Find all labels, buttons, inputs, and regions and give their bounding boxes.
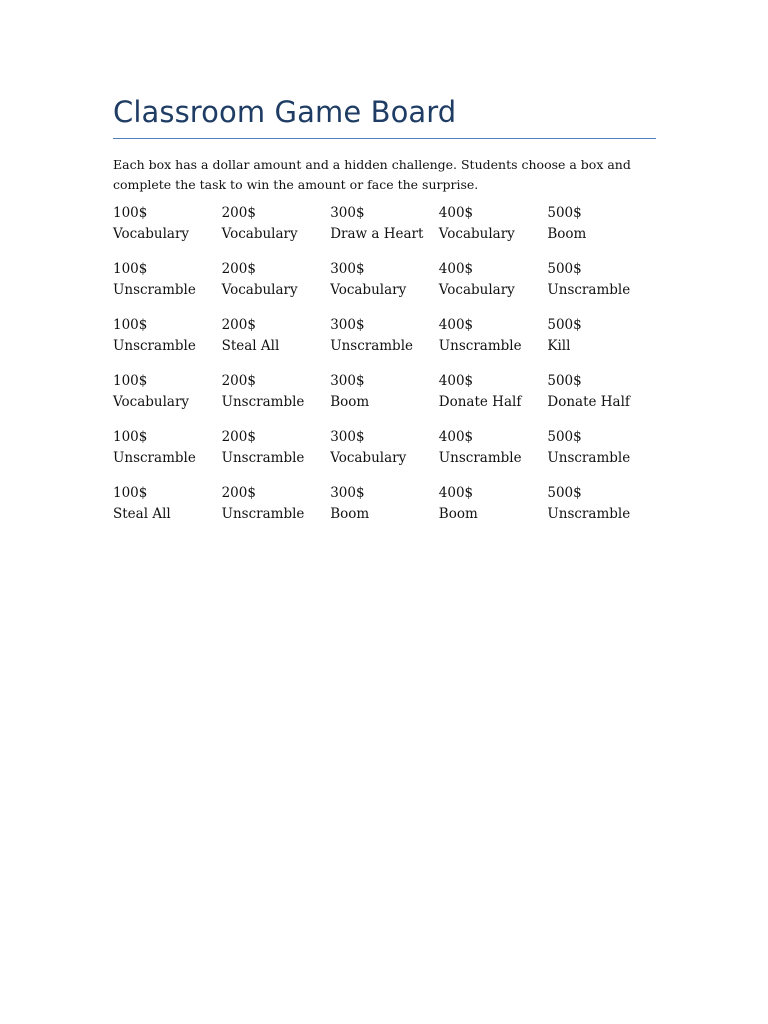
board-cell <box>547 427 656 469</box>
board-cell <box>439 203 548 245</box>
cell-amount: 100$ <box>113 261 148 277</box>
cell-amount: 400$ <box>438 261 474 277</box>
game-board <box>113 203 656 525</box>
cell-challenge: Vocabulary <box>330 450 407 466</box>
cell-challenge: Unscramble <box>438 450 522 466</box>
board-cell <box>222 259 331 301</box>
board-row <box>113 315 656 357</box>
board-cell <box>113 371 222 413</box>
cell-challenge: Unscramble <box>113 450 196 466</box>
cell-challenge: Boom <box>330 506 370 522</box>
cell-challenge: Unscramble <box>547 506 631 522</box>
board-cell <box>222 315 331 357</box>
cell-challenge: Vocabulary <box>330 282 407 298</box>
cell-challenge: Draw a Heart <box>330 226 424 242</box>
cell-amount: 400$ <box>438 205 474 221</box>
board-cell <box>330 203 439 245</box>
cell-challenge: Steal All <box>221 338 280 354</box>
cell-challenge: Boom <box>438 506 478 522</box>
board-cell <box>330 483 439 525</box>
board-cell <box>547 483 656 525</box>
cell-challenge: Steal All <box>113 506 171 522</box>
cell-amount: 100$ <box>113 373 148 389</box>
cell-amount: 200$ <box>221 205 256 221</box>
cell-challenge: Vocabulary <box>113 226 190 242</box>
board-row <box>113 483 656 525</box>
cell-challenge: Unscramble <box>438 338 522 354</box>
board-cell <box>113 203 222 245</box>
cell-amount: 300$ <box>330 205 365 221</box>
cell-challenge: Unscramble <box>221 506 305 522</box>
board-row <box>113 371 656 413</box>
board-cell <box>547 371 656 413</box>
cell-amount: 300$ <box>330 485 365 501</box>
board-cell <box>222 427 331 469</box>
cell-amount: 300$ <box>330 429 365 445</box>
cell-challenge: Unscramble <box>547 282 631 298</box>
cell-amount: 400$ <box>438 317 474 333</box>
cell-challenge: Vocabulary <box>221 282 298 298</box>
cell-challenge: Donate Half <box>547 394 630 410</box>
cell-amount: 500$ <box>547 485 582 501</box>
board-row <box>113 427 656 469</box>
cell-amount: 500$ <box>547 373 582 389</box>
board-cell <box>330 315 439 357</box>
cell-challenge: Donate Half <box>438 394 522 410</box>
board-cell <box>330 427 439 469</box>
document-title: Classroom Game Board <box>113 95 457 129</box>
title-divider <box>113 138 656 139</box>
board-cell <box>222 483 331 525</box>
cell-challenge: Boom <box>330 394 370 410</box>
cell-amount: 500$ <box>547 205 582 221</box>
cell-challenge: Vocabulary <box>438 226 515 242</box>
board-row <box>113 259 656 301</box>
board-row <box>113 203 656 245</box>
cell-challenge: Unscramble <box>221 394 305 410</box>
cell-amount: 200$ <box>221 429 256 445</box>
board-cell <box>547 259 656 301</box>
cell-challenge: Kill <box>547 338 571 354</box>
board-cell <box>439 259 548 301</box>
board-cell <box>439 371 548 413</box>
cell-amount: 200$ <box>221 317 256 333</box>
cell-amount: 500$ <box>547 317 582 333</box>
cell-amount: 400$ <box>438 429 474 445</box>
intro-paragraph: Each box has a dollar amount and a hidden challenge. Students choose a box and complete the task to win the amount or face the surprise. <box>113 157 631 192</box>
board-cell <box>439 483 548 525</box>
cell-amount: 100$ <box>113 485 148 501</box>
cell-amount: 500$ <box>547 429 582 445</box>
cell-challenge: Unscramble <box>547 450 631 466</box>
board-cell <box>439 427 548 469</box>
cell-amount: 400$ <box>438 485 474 501</box>
board-cell <box>113 427 222 469</box>
cell-amount: 100$ <box>113 205 148 221</box>
board-cell <box>113 483 222 525</box>
cell-amount: 100$ <box>113 317 148 333</box>
cell-challenge: Vocabulary <box>438 282 515 298</box>
cell-challenge: Boom <box>547 226 587 242</box>
cell-amount: 200$ <box>221 373 256 389</box>
board-cell <box>222 371 331 413</box>
cell-challenge: Unscramble <box>113 338 196 354</box>
cell-challenge: Unscramble <box>221 450 305 466</box>
cell-amount: 300$ <box>330 261 365 277</box>
board-cell <box>547 315 656 357</box>
board-cell <box>330 259 439 301</box>
cell-amount: 100$ <box>113 429 148 445</box>
cell-amount: 200$ <box>221 485 256 501</box>
cell-amount: 500$ <box>547 261 582 277</box>
cell-challenge: Unscramble <box>330 338 414 354</box>
cell-amount: 300$ <box>330 373 365 389</box>
cell-challenge: Vocabulary <box>113 394 190 410</box>
cell-challenge: Unscramble <box>113 282 196 298</box>
board-cell <box>222 203 331 245</box>
board-cell <box>113 259 222 301</box>
cell-amount: 200$ <box>221 261 256 277</box>
board-cell <box>330 371 439 413</box>
board-cell <box>439 315 548 357</box>
cell-amount: 300$ <box>330 317 365 333</box>
cell-amount: 400$ <box>438 373 474 389</box>
board-cell <box>113 315 222 357</box>
board-cell <box>547 203 656 245</box>
cell-challenge: Vocabulary <box>221 226 298 242</box>
document-page <box>113 92 656 539</box>
